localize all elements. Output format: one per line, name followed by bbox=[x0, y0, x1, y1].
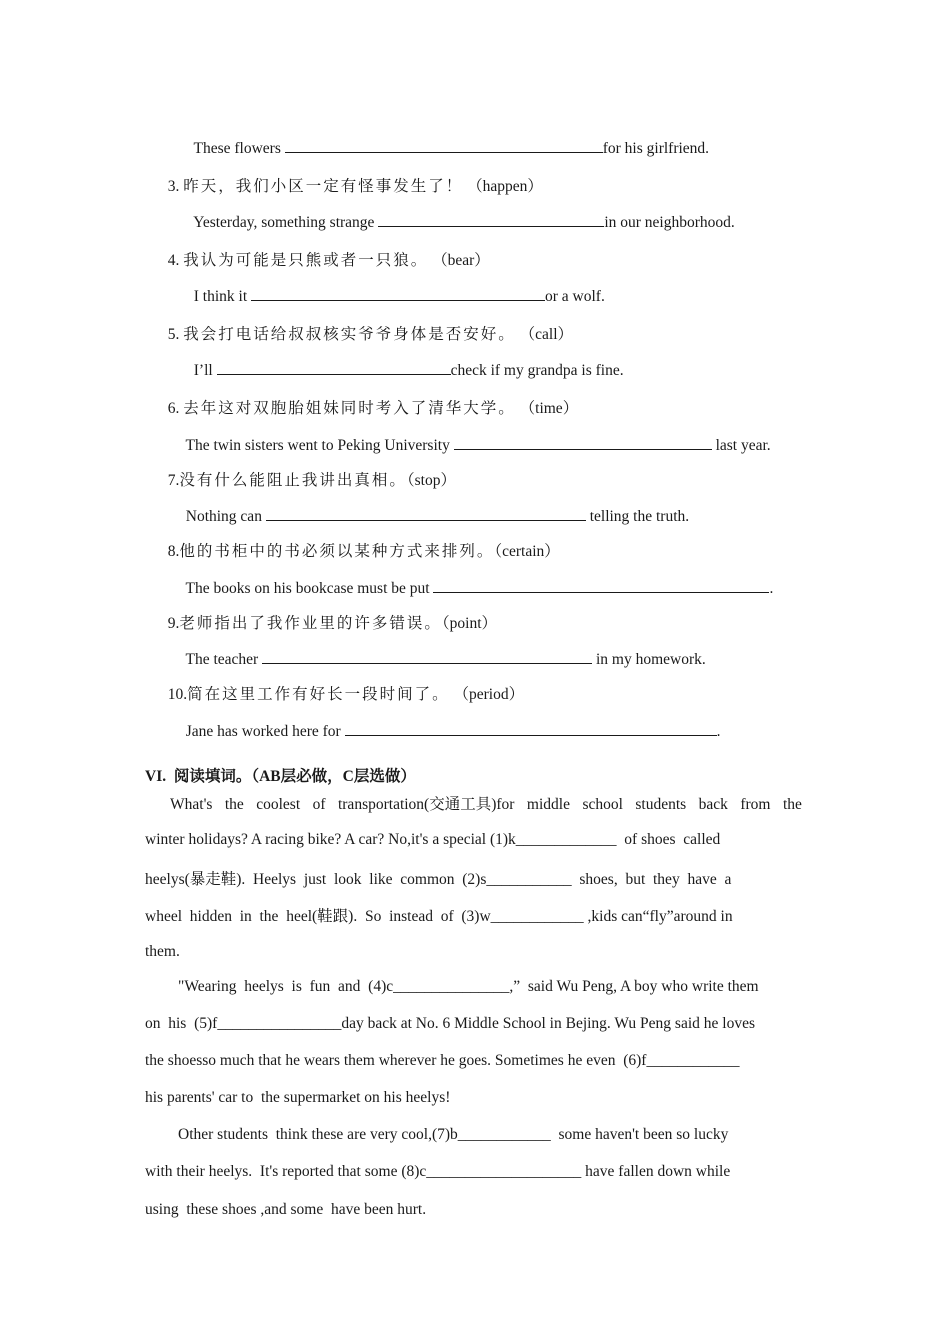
q3-hint: （happen） bbox=[467, 178, 543, 195]
q8-chinese-line bbox=[160, 522, 560, 562]
q7-number: 7. bbox=[167, 472, 180, 489]
q10-english-line bbox=[178, 701, 720, 742]
q10-answer-blank[interactable] bbox=[345, 721, 717, 736]
q3-english-line bbox=[186, 192, 735, 233]
q8-text-before: The books on his bookcase must be put bbox=[185, 580, 434, 597]
q6-number: 6. bbox=[167, 400, 180, 417]
q9-hint: （point） bbox=[441, 615, 498, 632]
q4-hint: （bear） bbox=[432, 252, 490, 269]
q8-answer-blank[interactable] bbox=[433, 578, 769, 593]
q6-text-before: The twin sisters went to Peking University bbox=[185, 437, 454, 454]
passage-line-6: "Wearing heelys is fun and (4)c_______________,” said Wu Peng, A boy who write them bbox=[178, 978, 759, 995]
q8-text-after: . bbox=[769, 580, 774, 597]
q6-english-line bbox=[178, 415, 771, 456]
passage-line-11: with their heelys. It's reported that some (8)c____________________ have fallen down while bbox=[145, 1163, 731, 1180]
q10-number: 10. bbox=[167, 686, 188, 703]
q8-number: 8. bbox=[167, 543, 180, 560]
passage-line-9: his parents' car to the supermarket on his heelys! bbox=[145, 1089, 451, 1106]
q9-answer-blank[interactable] bbox=[262, 649, 592, 664]
q3-chinese-sentence: 昨天，我们小区一定有怪事发生了！ bbox=[183, 178, 464, 195]
q10-hint: （period） bbox=[453, 686, 525, 703]
q9-english-line bbox=[178, 629, 706, 670]
q5-text-after: check if my grandpa is fine. bbox=[450, 362, 624, 379]
q6-answer-blank[interactable] bbox=[454, 435, 712, 450]
q2-english-line bbox=[186, 118, 709, 159]
q7-chinese-sentence: 没有什么能阻止我讲出真相。 bbox=[179, 472, 407, 489]
passage-line-3: heelys(暴走鞋). Heelys just look like common (2)s___________ shoes, but they have a bbox=[145, 871, 732, 888]
q9-text-after: in my homework. bbox=[592, 651, 706, 668]
q10-text-after: . bbox=[716, 723, 721, 740]
q4-number: 4. bbox=[167, 252, 180, 269]
q6-chinese-sentence: 去年这对双胞胎姐妹同时考入了清华大学。 bbox=[183, 400, 516, 417]
q8-chinese-sentence: 他的书柜中的书必须以某种方式来排列。 bbox=[179, 543, 495, 560]
q9-text-before: The teacher bbox=[185, 651, 263, 668]
q3-text-after: in our neighborhood. bbox=[604, 214, 735, 231]
passage-line-10: Other students think these are very cool,(7)b____________ some haven't been so lucky bbox=[178, 1126, 729, 1143]
q6-chinese-line bbox=[160, 379, 578, 419]
q4-chinese-line bbox=[160, 231, 490, 271]
q5-english-line bbox=[186, 340, 624, 381]
q7-chinese-line bbox=[160, 451, 456, 491]
q5-answer-blank[interactable] bbox=[217, 360, 451, 375]
q8-english-line bbox=[178, 558, 773, 599]
q4-chinese-sentence: 我认为可能是只熊或者一只狼。 bbox=[183, 252, 429, 269]
q3-text-before: Yesterday, something strange bbox=[193, 214, 379, 231]
q3-chinese-line bbox=[160, 157, 543, 197]
passage-line-5: them. bbox=[145, 943, 180, 960]
section-6-title: VI. 阅读填词。（AB层必做，C层选做） bbox=[145, 768, 416, 785]
q10-chinese-sentence: 简在这里工作有好长一段时间了。 bbox=[187, 686, 450, 703]
q8-hint: （certain） bbox=[494, 543, 560, 560]
q6-text-after: last year. bbox=[711, 437, 771, 454]
q4-english-line bbox=[186, 266, 605, 307]
q7-text-before: Nothing can bbox=[185, 508, 266, 525]
q6-hint: （time） bbox=[519, 400, 579, 417]
q4-answer-blank[interactable] bbox=[251, 286, 545, 301]
q10-text-before: Jane has worked here for bbox=[185, 723, 345, 740]
passage-line-12: using these shoes ,and some have been hurt. bbox=[145, 1201, 427, 1218]
q2-text-after: for his girlfriend. bbox=[602, 140, 710, 157]
passage-line-2: winter holidays? A racing bike? A car? No,it's a special (1)k_____________ of shoes called bbox=[145, 831, 721, 848]
q5-text-before: I’ll bbox=[193, 362, 217, 379]
q9-chinese-sentence: 老师指出了我作业里的许多错误。 bbox=[179, 615, 442, 632]
q9-chinese-line bbox=[160, 594, 497, 634]
q2-text-before: These flowers bbox=[193, 140, 285, 157]
q5-chinese-line bbox=[160, 305, 573, 345]
q2-answer-blank[interactable] bbox=[285, 138, 603, 153]
q3-number: 3. bbox=[167, 178, 180, 195]
passage-line-7: on his (5)f________________day back at No. 6 Middle School in Bejing. Wu Peng said he loves bbox=[145, 1015, 755, 1032]
q4-text-after: or a wolf. bbox=[545, 288, 605, 305]
q5-hint: （call） bbox=[519, 326, 574, 343]
q7-answer-blank[interactable] bbox=[266, 506, 586, 521]
q5-chinese-sentence: 我会打电话给叔叔核实爷爷身体是否安好。 bbox=[183, 326, 516, 343]
q7-english-line bbox=[178, 486, 689, 527]
passage-line-8: the shoesso much that he wears them wherever he goes. Sometimes he even (6)f____________ bbox=[145, 1052, 740, 1069]
q9-number: 9. bbox=[167, 615, 180, 632]
q5-number: 5. bbox=[167, 326, 180, 343]
q7-hint: （stop） bbox=[406, 472, 456, 489]
passage-line-1: What's the coolest of transportation(交通工具)for middle school students back from the bbox=[170, 796, 802, 813]
q10-chinese-line bbox=[160, 665, 524, 705]
q3-answer-blank[interactable] bbox=[378, 212, 604, 227]
q4-text-before: I think it bbox=[193, 288, 252, 305]
passage-line-4: wheel hidden in the heel(鞋跟). So instead of (3)w____________ ,kids can“fly”around in bbox=[145, 908, 733, 925]
q7-text-after: telling the truth. bbox=[585, 508, 690, 525]
